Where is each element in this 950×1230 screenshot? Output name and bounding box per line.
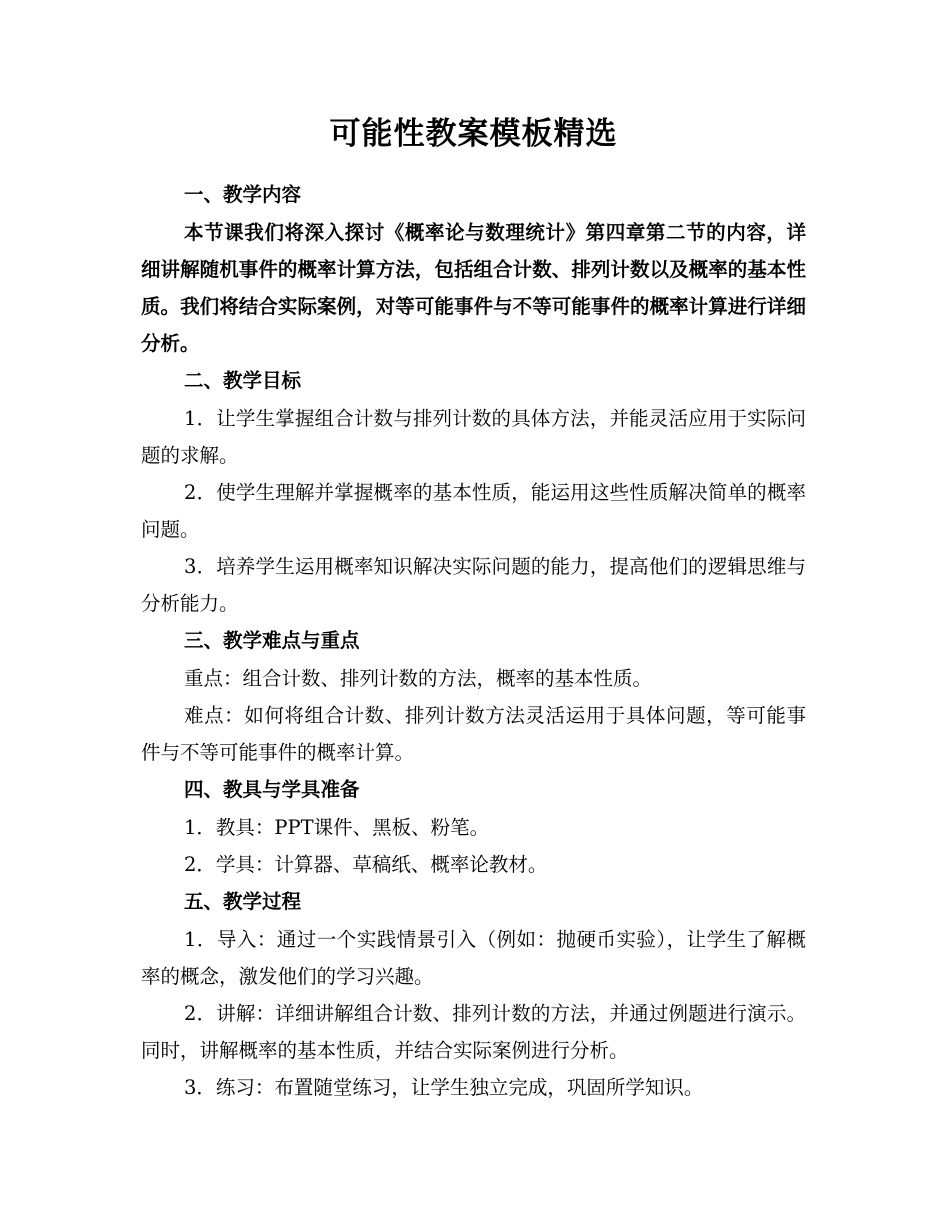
section-teaching-aids <box>141 771 806 883</box>
section-teaching-process <box>141 883 806 1106</box>
section-key-and-difficult-points <box>141 622 806 771</box>
list-item: 2．使学生理解并掌握概率的基本性质，能运用这些性质解决简单的概率问题。 <box>141 481 806 541</box>
section-heading: 四、教具与学具准备 <box>184 778 360 801</box>
list-item: 1．导入：通过一个实践情景引入（例如：抛硬币实验），让学生了解概率的概念，激发他们的学习兴趣。 <box>141 928 806 988</box>
section-heading: 三、教学难点与重点 <box>184 629 360 652</box>
section-paragraph: 难点：如何将组合计数、排列计数方法灵活运用于具体问题，等可能事件与不等可能事件的概率计算。 <box>141 704 806 764</box>
section-teaching-content <box>141 176 806 362</box>
list-item: 3．练习：布置随堂练习，让学生独立完成，巩固所学知识。 <box>184 1076 704 1099</box>
section-heading: 一、教学内容 <box>184 183 302 206</box>
section-paragraph: 本节课我们将深入探讨《概率论与数理统计》第四章第二节的内容，详细讲解随机事件的概率计算方法，包括组合计数、排列计数以及概率的基本性质。我们将结合实际案例，对等可能事件与不等可能事件的概率计算进行详细分析。 <box>141 221 806 355</box>
list-item: 1．让学生掌握组合计数与排列计数的具体方法，并能灵活应用于实际问题的求解。 <box>141 407 806 467</box>
list-item: 2．讲解：详细讲解组合计数、排列计数的方法，并通过例题进行演示。同时，讲解概率的基本性质，并结合实际案例进行分析。 <box>141 1002 806 1062</box>
section-paragraph: 重点：组合计数、排列计数的方法，概率的基本性质。 <box>184 667 653 690</box>
list-item: 1．教具：PPT课件、黑板、粉笔。 <box>184 816 490 839</box>
section-teaching-goals <box>141 362 806 622</box>
list-item: 3．培养学生运用概率知识解决实际问题的能力，提高他们的逻辑思维与分析能力。 <box>141 555 806 615</box>
document-title: 可能性教案模板精选 <box>329 116 618 152</box>
list-item: 2．学具：计算器、草稿纸、概率论教材。 <box>184 853 548 876</box>
section-heading: 五、教学过程 <box>184 890 302 913</box>
document-body <box>141 108 806 1106</box>
section-heading: 二、教学目标 <box>184 369 302 392</box>
